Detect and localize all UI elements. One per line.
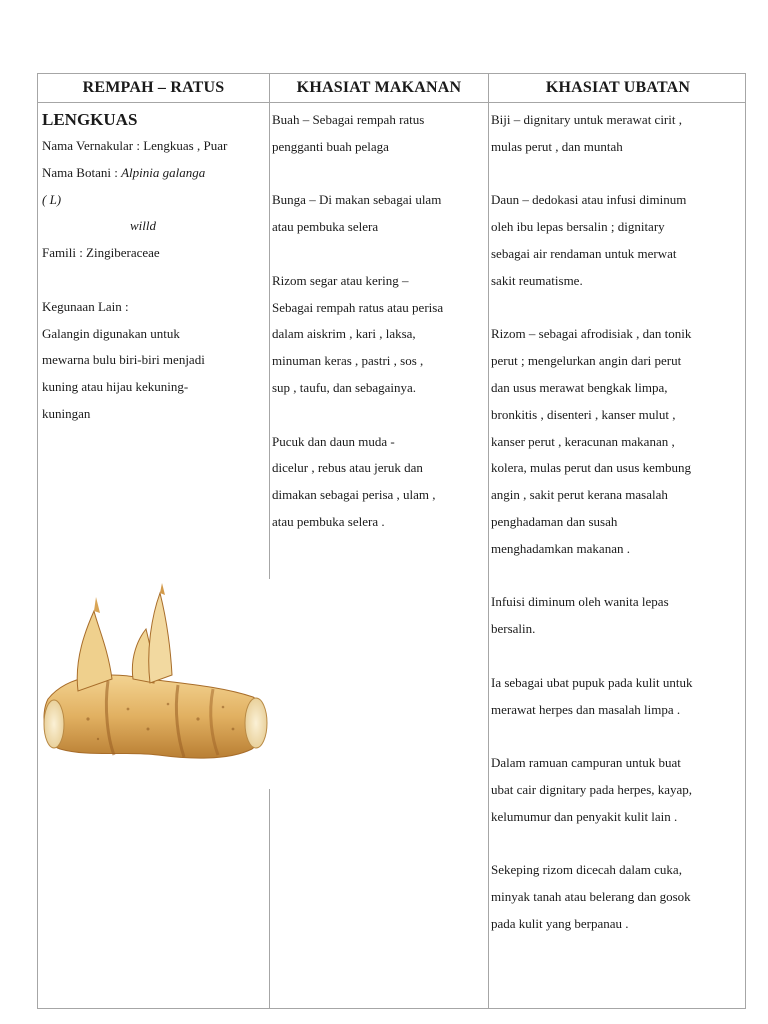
medicinal-benefit-line: minyak tanah atau belerang dan gosok	[491, 889, 691, 905]
header-rempah-ratus: REMPAH – RATUS	[82, 79, 225, 96]
medicinal-benefit-line: kanser perut , keracunan makanan ,	[491, 433, 675, 449]
medicinal-benefit-line: oleh ibu lepas bersalin ; dignitary	[491, 219, 665, 235]
medicinal-benefit-line: ubat cair dignitary pada herpes, kayap,	[491, 781, 693, 797]
medicinal-benefit-line: angin , sakit perut kerana masalah	[491, 487, 668, 503]
food-benefit-line: dimakan sebagai perisa , ulam ,	[272, 487, 436, 503]
header-khasiat-ubatan: KHASIAT UBATAN	[545, 79, 691, 96]
medicinal-benefit-line	[491, 831, 741, 858]
header-khasiat-makanan: KHASIAT MAKANAN	[296, 79, 462, 96]
spice-title: LENGKUAS	[42, 110, 138, 129]
column-divider	[269, 74, 270, 1008]
medicinal-benefit-line: Daun – dedokasi atau infusi diminum	[491, 192, 687, 208]
botanical-author-l: ( L)	[42, 191, 62, 207]
food-benefit-line	[272, 402, 484, 429]
botanical-author-willd: willd	[130, 218, 157, 234]
food-benefit-line: sup , taufu, dan sebagainya.	[272, 379, 417, 395]
food-benefit-line: minuman keras , pastri , sos ,	[272, 353, 424, 369]
medicinal-benefit-line: bronkitis , disenteri , kanser mulut ,	[491, 406, 676, 422]
khasiat-ubatan-column	[491, 107, 741, 938]
food-benefit-line: dicelur , rebus atau jeruk dan	[272, 460, 423, 476]
medicinal-benefit-line: menghadamkan makanan .	[491, 540, 630, 556]
column-divider	[488, 74, 489, 1008]
rempah-column	[42, 107, 266, 428]
medicinal-benefit-line: penghadaman dan susah	[491, 513, 618, 529]
medicinal-benefit-line: pada kulit yang berpanau .	[491, 915, 629, 931]
medicinal-benefit-line: kolera, mulas perut dan usus kembung	[491, 460, 692, 476]
khasiat-makanan-column	[272, 107, 484, 536]
medicinal-benefit-line	[491, 723, 741, 750]
medicinal-benefit-line: Infuisi diminum oleh wanita lepas	[491, 594, 669, 610]
food-benefit-line: Sebagai rempah ratus atau perisa	[272, 299, 444, 315]
other-uses-line: mewarna bulu biri-biri menjadi	[42, 352, 205, 368]
botanical-species: Alpinia galanga	[121, 164, 206, 180]
food-benefit-line: dalam aiskrim , kari , laksa,	[272, 326, 416, 342]
medicinal-benefit-line: sebagai air rendaman untuk merwat	[491, 245, 677, 261]
medicinal-benefit-line: Ia sebagai ubat pupuk pada kulit untuk	[491, 674, 693, 690]
botanical-name	[42, 160, 266, 187]
galangal-rhizome-image	[38, 579, 274, 789]
medicinal-benefit-line	[491, 563, 741, 590]
food-benefit-line	[272, 241, 484, 268]
other-uses-text	[42, 321, 266, 428]
medicinal-benefit-line: Dalam ramuan campuran untuk buat	[491, 755, 681, 771]
food-benefit-line: Bunga – Di makan sebagai ulam	[272, 192, 442, 208]
medicinal-benefit-line	[491, 161, 741, 188]
food-benefit-line: atau pembuka selera .	[272, 513, 385, 529]
medicinal-benefit-line: sakit reumatisme.	[491, 272, 583, 288]
food-benefit-line: atau pembuka selera	[272, 219, 379, 235]
food-benefit-line: pengganti buah pelaga	[272, 138, 389, 154]
medicinal-benefit-line: merawat herpes dan masalah limpa .	[491, 701, 681, 717]
other-uses-line: kuning atau hijau kekuning-	[42, 379, 189, 395]
galangal-icon	[38, 579, 274, 789]
medicinal-benefit-line: kelumumur dan penyakit kulit lain .	[491, 808, 678, 824]
other-uses-line: Galangin digunakan untuk	[42, 325, 180, 341]
medicinal-benefit-line: Rizom – sebagai afrodisiak , dan tonik	[491, 326, 692, 342]
medicinal-benefit-line: Biji – dignitary untuk merawat cirit ,	[491, 112, 682, 127]
food-benefit-line	[272, 161, 484, 188]
food-benefit-line: Pucuk dan daun muda -	[272, 433, 395, 449]
header-divider	[38, 102, 745, 103]
medicinal-benefit-line: dan usus merawat bengkak limpa,	[491, 379, 668, 395]
medicinal-benefit-line: perut ; mengelurkan angin dari perut	[491, 353, 682, 369]
medicinal-benefit-line: bersalin.	[491, 621, 536, 637]
medicinal-benefit-line: mulas perut , dan muntah	[491, 138, 623, 154]
spice-table	[37, 73, 746, 1009]
botanical-label: Nama Botani :	[42, 164, 122, 180]
family-name: Famili : Zingiberaceae	[42, 245, 160, 261]
medicinal-benefit-line: Sekeping rizom dicecah dalam cuka,	[491, 862, 682, 878]
other-uses-line: kuningan	[42, 405, 91, 421]
other-uses-title: Kegunaan Lain :	[42, 298, 129, 314]
medicinal-benefit-line	[491, 643, 741, 670]
food-benefit-line: Rizom segar atau kering –	[272, 272, 409, 288]
food-benefit-line: Buah – Sebagai rempah ratus	[272, 112, 425, 127]
medicinal-benefit-line	[491, 295, 741, 322]
vernacular-name: Nama Vernakular : Lengkuas , Puar	[42, 138, 228, 153]
